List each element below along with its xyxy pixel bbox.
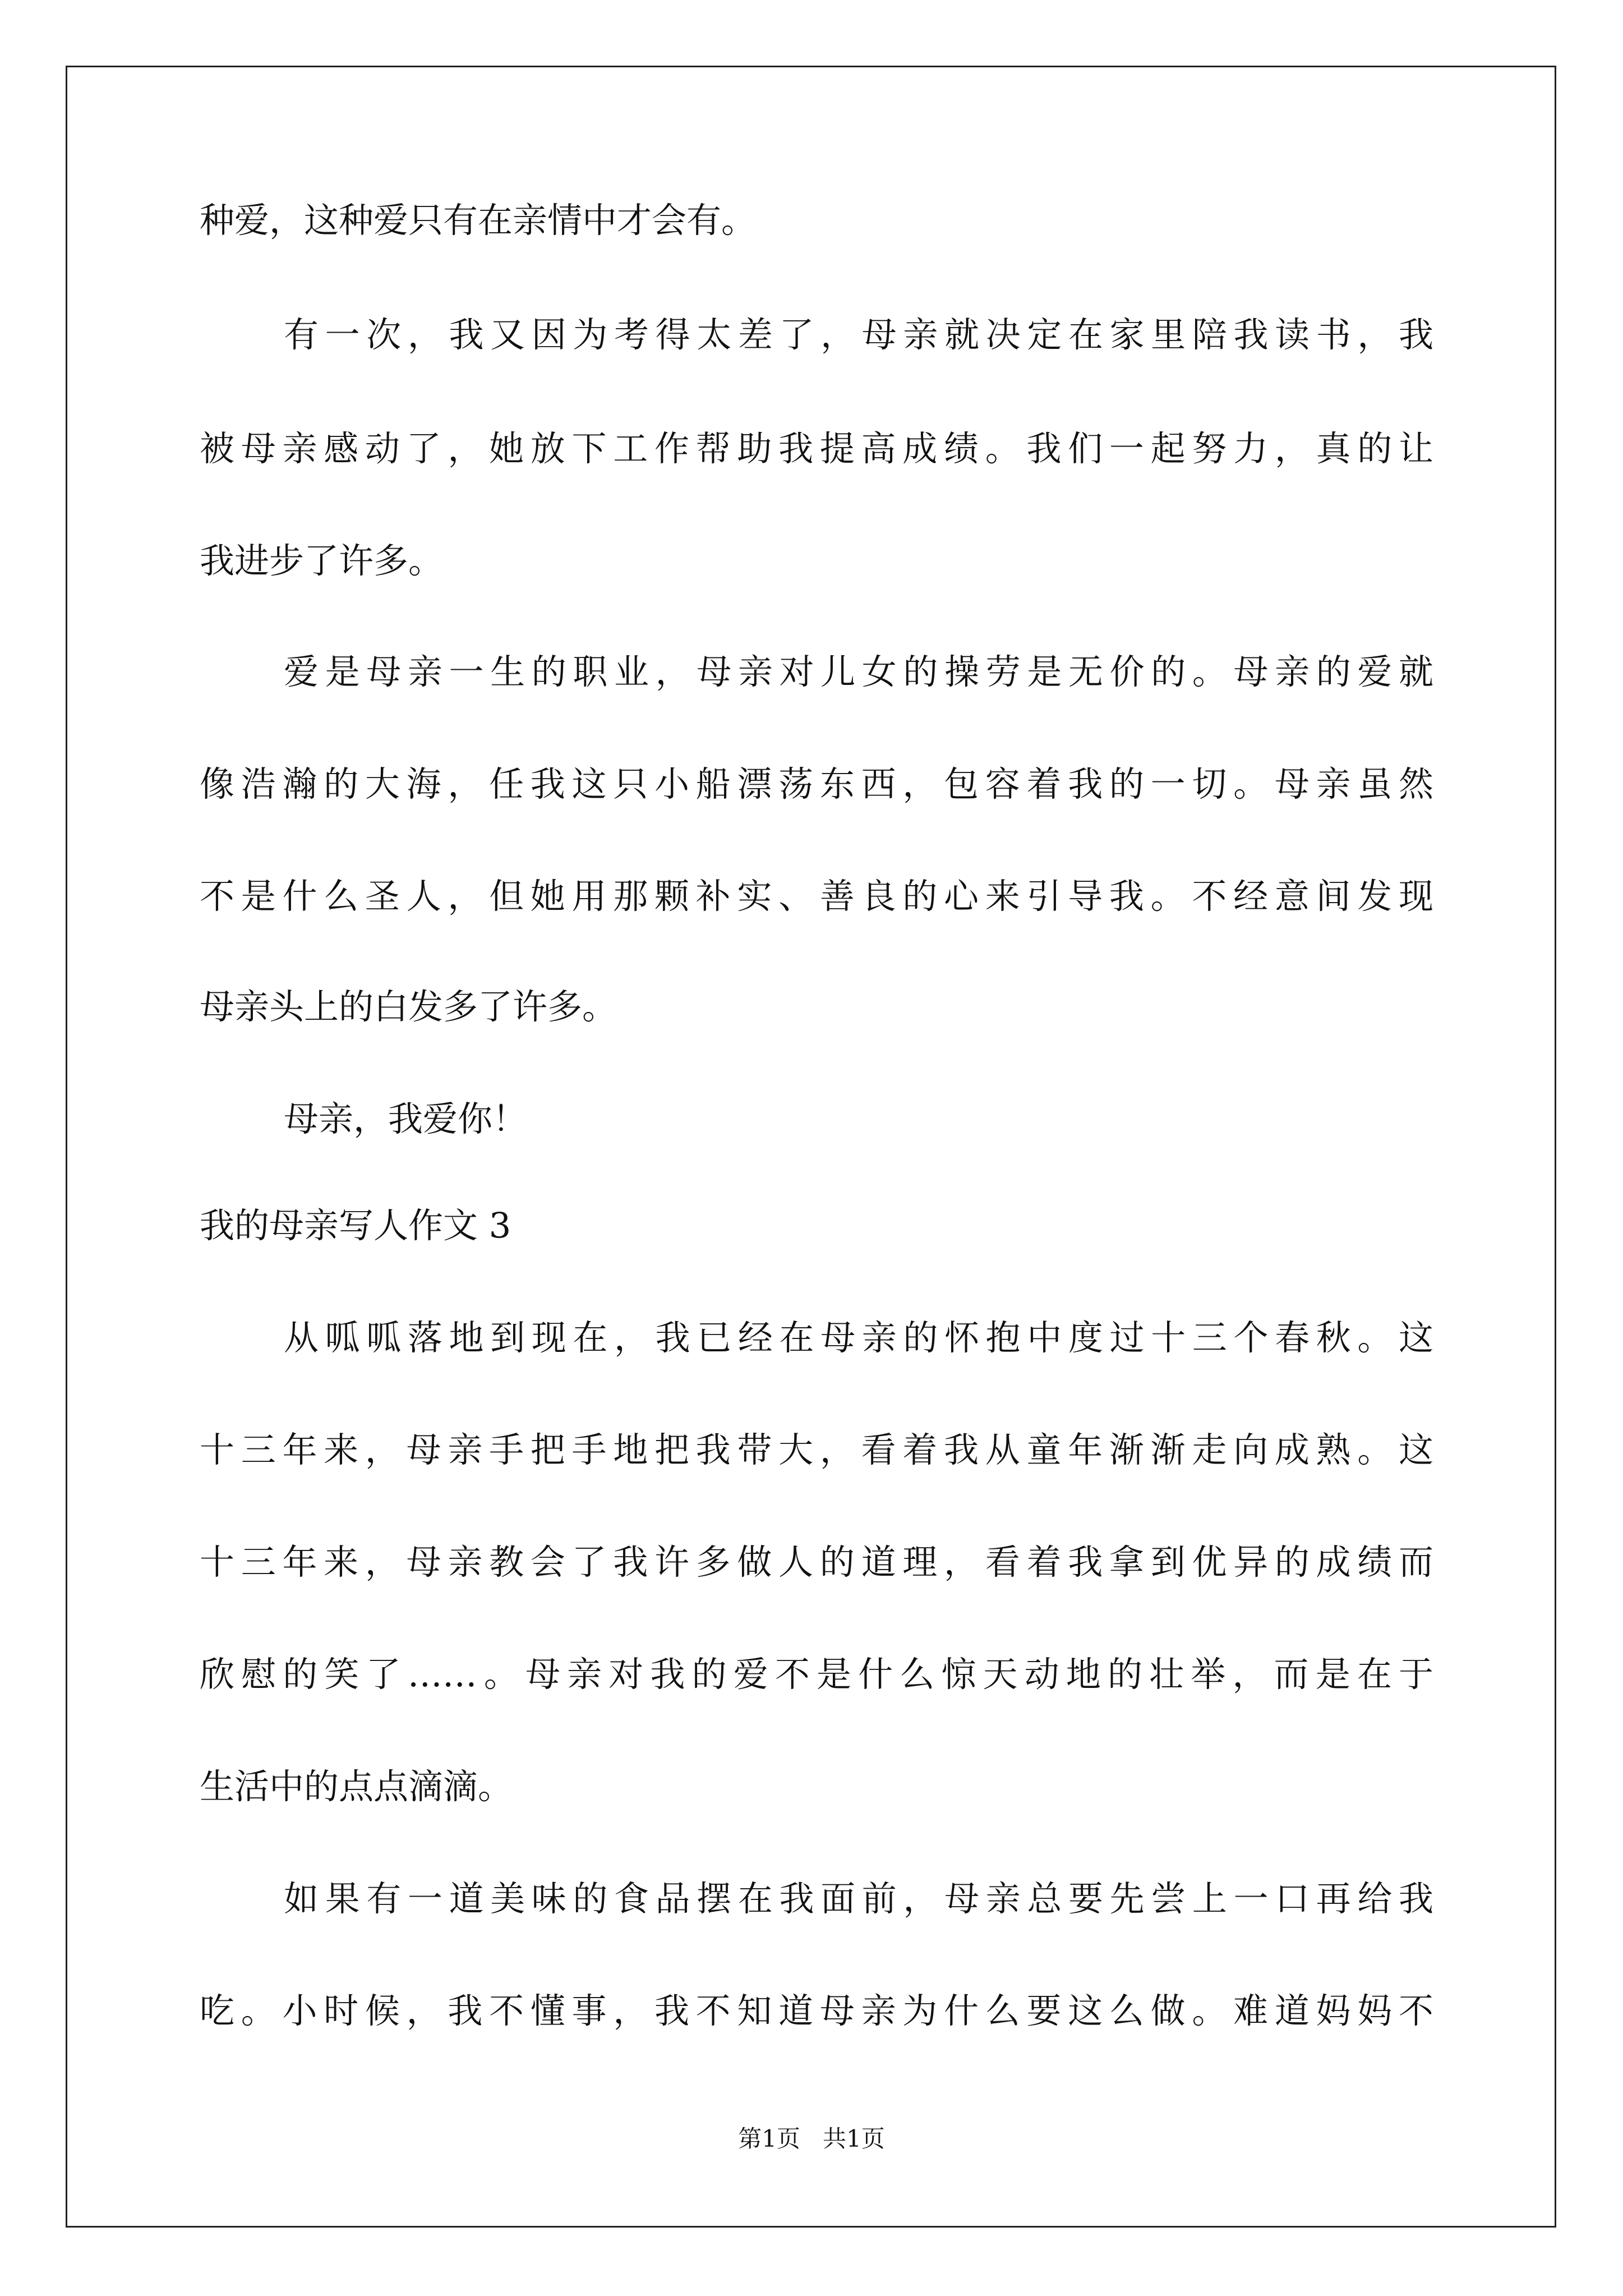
page-total: 共1页 xyxy=(823,2125,885,2152)
text-line: 吃。小时候，我不懂事，我不知道母亲为什么要这么做。难道妈妈不 xyxy=(200,1990,1433,2031)
text-line: 如果有一道美味的食品摆在我面前，母亲总要先尝上一口再给我 xyxy=(284,1878,1433,1919)
text-line: 种爱，这种爱只有在亲情中才会有。 xyxy=(200,200,757,241)
text-line: 从呱呱落地到现在，我已经在母亲的怀抱中度过十三个春秋。这 xyxy=(284,1317,1433,1358)
text-line: 爱是母亲一生的职业，母亲对儿女的操劳是无价的。母亲的爱就 xyxy=(284,651,1433,692)
text-line: 十三年来，母亲手把手地把我带大，看着我从童年渐渐走向成熟。这 xyxy=(200,1429,1433,1470)
text-line: 我的母亲写人作文 3 xyxy=(200,1205,511,1246)
page-number: 第1页 xyxy=(738,2125,800,2152)
text-line: 被母亲感动了，她放下工作帮助我提高成绩。我们一起努力，真的让 xyxy=(200,428,1433,469)
page-footer xyxy=(0,2125,1623,2153)
text-line: 十三年来，母亲教会了我许多做人的道理，看着我拿到优异的成绩而 xyxy=(200,1542,1433,1582)
text-line: 母亲头上的白发多了许多。 xyxy=(200,986,617,1027)
text-line: 生活中的点点滴滴。 xyxy=(200,1766,513,1807)
text-line: 像浩瀚的大海，任我这只小船漂荡东西，包容着我的一切。母亲虽然 xyxy=(200,763,1433,804)
text-line: 欣慰的笑了……。母亲对我的爱不是什么惊天动地的壮举，而是在于 xyxy=(200,1654,1433,1695)
footer-spacer xyxy=(800,2125,823,2152)
text-line: 我进步了许多。 xyxy=(200,540,444,581)
text-line: 有一次，我又因为考得太差了，母亲就决定在家里陪我读书，我 xyxy=(284,314,1433,355)
text-line: 母亲，我爱你！ xyxy=(284,1098,528,1139)
text-line: 不是什么圣人，但她用那颗补实、善良的心来引导我。不经意间发现 xyxy=(200,876,1433,917)
